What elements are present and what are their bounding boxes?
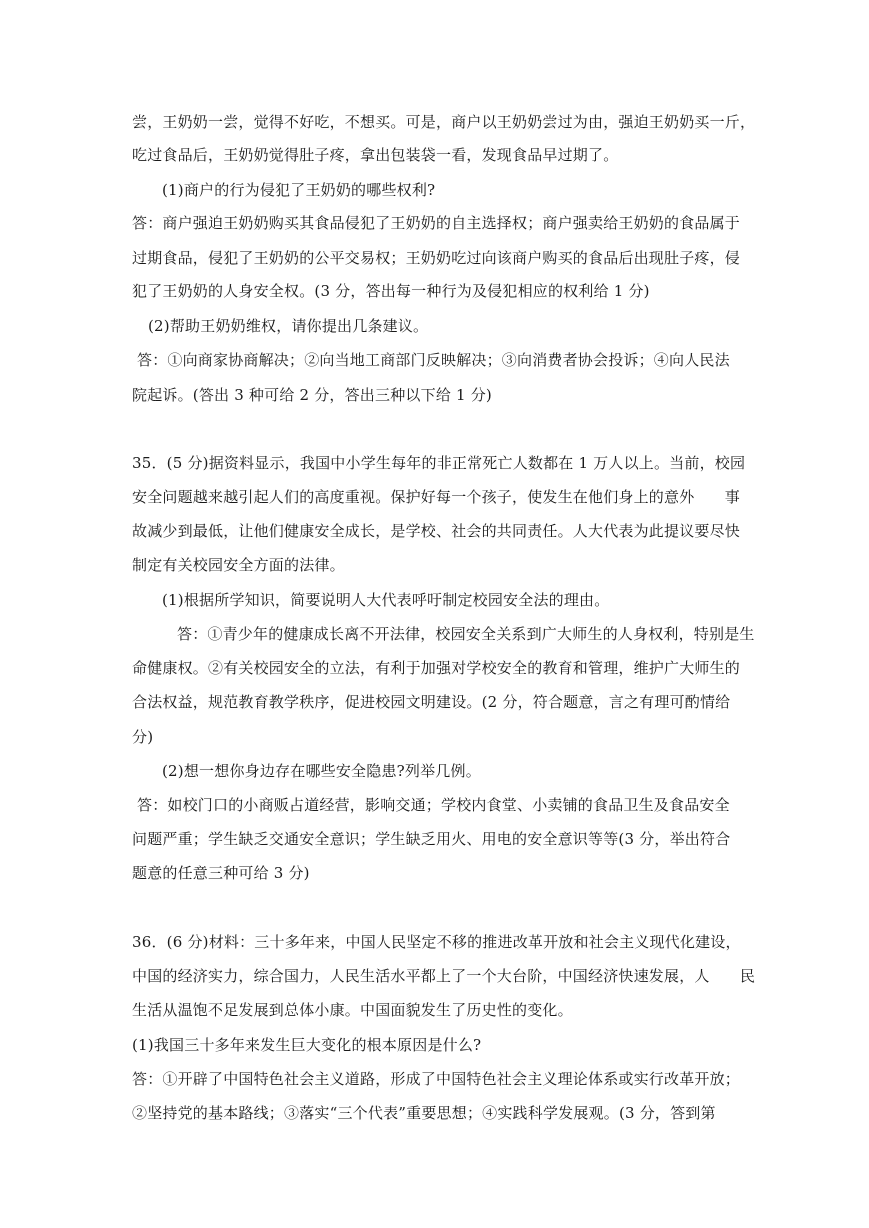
text-line: 制定有关校园安全方面的法律。 <box>132 556 345 574</box>
text-line: 吃过食品后，王奶奶觉得肚子疼，拿出包装袋一看，发现食品早过期了。 <box>132 146 619 164</box>
answer-line: 院起诉。(答出 3 种可给 2 分，答出三种以下给 1 分) <box>132 386 492 404</box>
question-36-1-prompt: (1)我国三十多年来发生巨大变化的根本原因是什么? <box>132 1036 482 1054</box>
answer-line: 命健康权。②有关校园安全的立法，有利于加强对学校安全的教育和管理，维护广大师生的 <box>132 659 741 677</box>
answer-line: 犯了王奶奶的人身安全权。(3 分，答出每一种行为及侵犯相应的权利给 1 分) <box>132 282 650 300</box>
answer-line: 过期食品，侵犯了王奶奶的公平交易权；王奶奶吃过向该商户购买的食品后出现肚子疼，侵 <box>132 249 741 267</box>
answer-line: 答：①向商家协商解决；②向当地工商部门反映解决；③向消费者协会投诉；④向人民法 <box>137 351 730 369</box>
answer-line: 答：①开辟了中国特色社会主义道路，形成了中国特色社会主义理论体系或实行改革开放； <box>132 1070 741 1088</box>
text-line: 尝，王奶奶一尝，觉得不好吃，不想买。可是，商户以王奶奶尝过为由，强迫王奶奶买一斤， <box>132 113 756 131</box>
answer-line: 合法权益，规范教育教学秩序，促进校园文明建设。(2 分，符合题意，言之有理可酌情给 <box>132 693 731 711</box>
answer-line: 答：①青少年的健康成长离不开法律，校园安全关系到广大师生的人身权利，特别是生 <box>177 625 755 643</box>
question-35-stem: 35．(5 分)据资料显示，我国中小学生每年的非正常死亡人数都在 1 万人以上。当前，校园 <box>132 454 746 472</box>
question-36-stem: 36．(6 分)材料：三十多年来，中国人民坚定不移的推进改革开放和社会主义现代化建设， <box>132 933 741 951</box>
text-line: 生活从温饱不足发展到总体小康。中国面貌发生了历史性的变化。 <box>132 1001 573 1019</box>
question-35-2-prompt: (2)想一想你身边存在哪些安全隐患?列举几例。 <box>162 762 481 780</box>
text-line: 中国的经济实力，综合国力，人民生活水平都上了一个大台阶，中国经济快速发展，人 民 <box>132 967 756 985</box>
question-1-prompt: (1)商户的行为侵犯了王奶奶的哪些权利? <box>162 181 436 199</box>
text-line: 故减少到最低，让他们健康安全成长，是学校、社会的共同责任。人大代表为此提议要尽快 <box>132 522 741 540</box>
answer-line: 答：如校门口的小商贩占道经营，影响交通；学校内食堂、小卖铺的食品卫生及食品安全 <box>137 796 730 814</box>
question-2-prompt: (2)帮助王奶奶维权，请你提出几条建议。 <box>148 317 429 335</box>
answer-line: 问题严重；学生缺乏交通安全意识；学生缺乏用火、用电的安全意识等等(3 分，举出符合 <box>132 830 731 848</box>
answer-line: ②坚持党的基本路线；③落实“三个代表”重要思想；④实践科学发展观。(3 分，答到第 <box>132 1104 716 1122</box>
answer-line: 分) <box>132 728 154 746</box>
answer-line: 答：商户强迫王奶奶购买其食品侵犯了王奶奶的自主选择权；商户强卖给王奶奶的食品属于 <box>132 214 741 232</box>
text-line: 安全问题越来越引起人们的高度重视。保护好每一个孩子，使发生在他们身上的意外 事 <box>132 488 741 506</box>
answer-line: 题意的任意三种可给 3 分) <box>132 864 310 882</box>
question-35-1-prompt: (1)根据所学知识，简要说明人大代表呼吁制定校园安全法的理由。 <box>162 591 610 609</box>
